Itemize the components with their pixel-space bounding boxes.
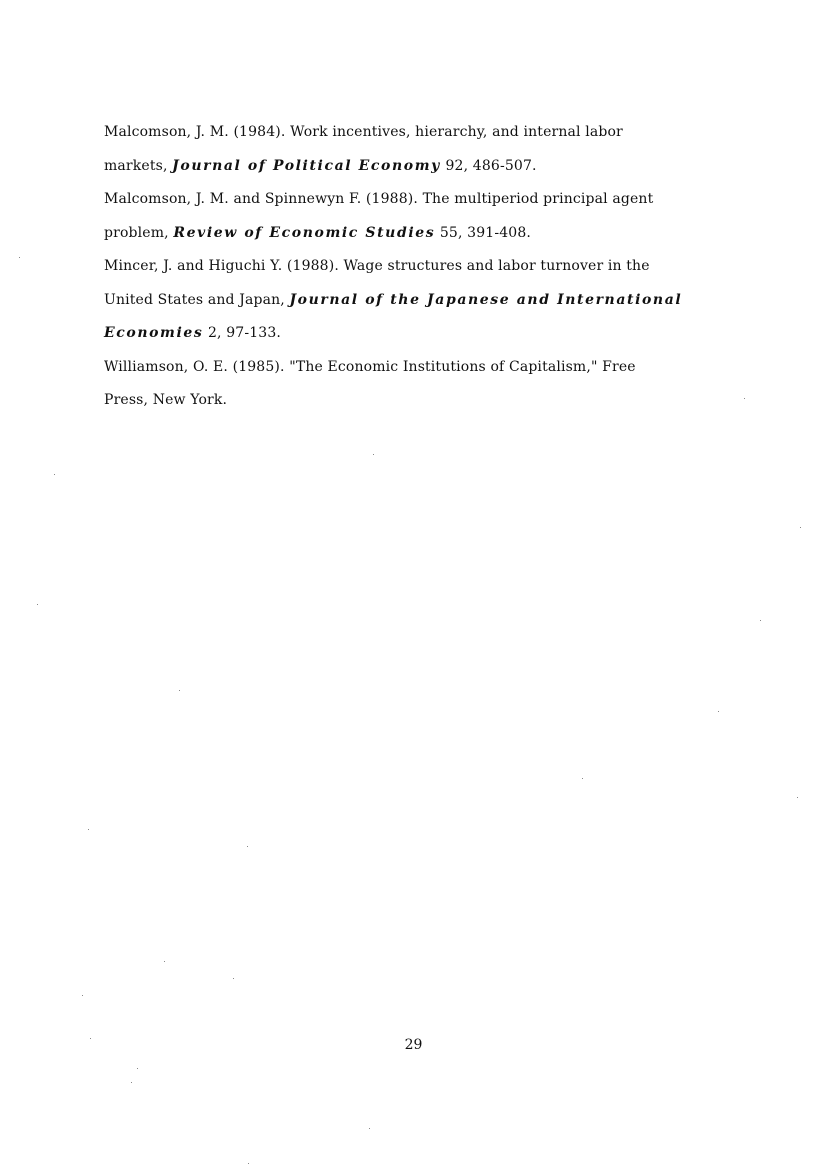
reference-entry: [104, 183, 744, 250]
scan-speck: [247, 846, 248, 847]
scan-speck: [800, 527, 801, 528]
scan-speck: [179, 690, 180, 691]
scan-speck: [54, 474, 55, 475]
reference-line: problem, Review of Economic Studies 55, 391-408.: [104, 224, 531, 241]
scan-speck: [797, 797, 798, 798]
scan-speck: [582, 778, 583, 779]
journal-title: Economies: [104, 325, 204, 341]
scan-speck: [718, 711, 719, 712]
reference-list: [104, 116, 744, 418]
reference-entry: [104, 250, 744, 351]
reference-entry: [104, 351, 744, 418]
scan-speck: [248, 1163, 249, 1164]
scan-speck: [82, 995, 83, 996]
scan-speck: [164, 961, 165, 962]
scan-speck: [90, 1038, 91, 1039]
reference-line: markets, Journal of Political Economy 92, 486-507.: [104, 157, 537, 174]
scan-speck: [88, 829, 89, 830]
scan-speck: [37, 604, 38, 605]
journal-title: Journal of the Japanese and International: [289, 291, 683, 308]
scan-speck: [19, 257, 20, 258]
reference-line: Malcomson, J. M. and Spinnewyn F. (1988). The multiperiod principal agent: [104, 191, 654, 207]
page-number: 29: [404, 1037, 423, 1053]
reference-line: Malcomson, J. M. (1984). Work incentives, hierarchy, and internal labor: [104, 124, 623, 140]
scan-speck: [137, 1068, 138, 1069]
journal-title: Review of Economic Studies: [173, 224, 436, 241]
scan-speck: [760, 620, 761, 621]
reference-entry: [104, 116, 744, 183]
scan-speck: [744, 398, 745, 399]
scan-speck: [373, 454, 374, 455]
reference-line: Economies 2, 97-133.: [104, 325, 281, 341]
scan-speck: [131, 1082, 132, 1083]
reference-line: United States and Japan, Journal of the Japanese and International: [104, 291, 683, 308]
journal-title: Journal of Political Economy: [172, 157, 441, 174]
reference-line: Press, New York.: [104, 392, 228, 408]
reference-line: Mincer, J. and Higuchi Y. (1988). Wage structures and labor turnover in the: [104, 258, 650, 274]
scan-speck: [233, 978, 234, 979]
reference-line: Williamson, O. E. (1985). "The Economic Institutions of Capitalism," Free: [104, 358, 636, 375]
scan-speck: [369, 1128, 370, 1129]
